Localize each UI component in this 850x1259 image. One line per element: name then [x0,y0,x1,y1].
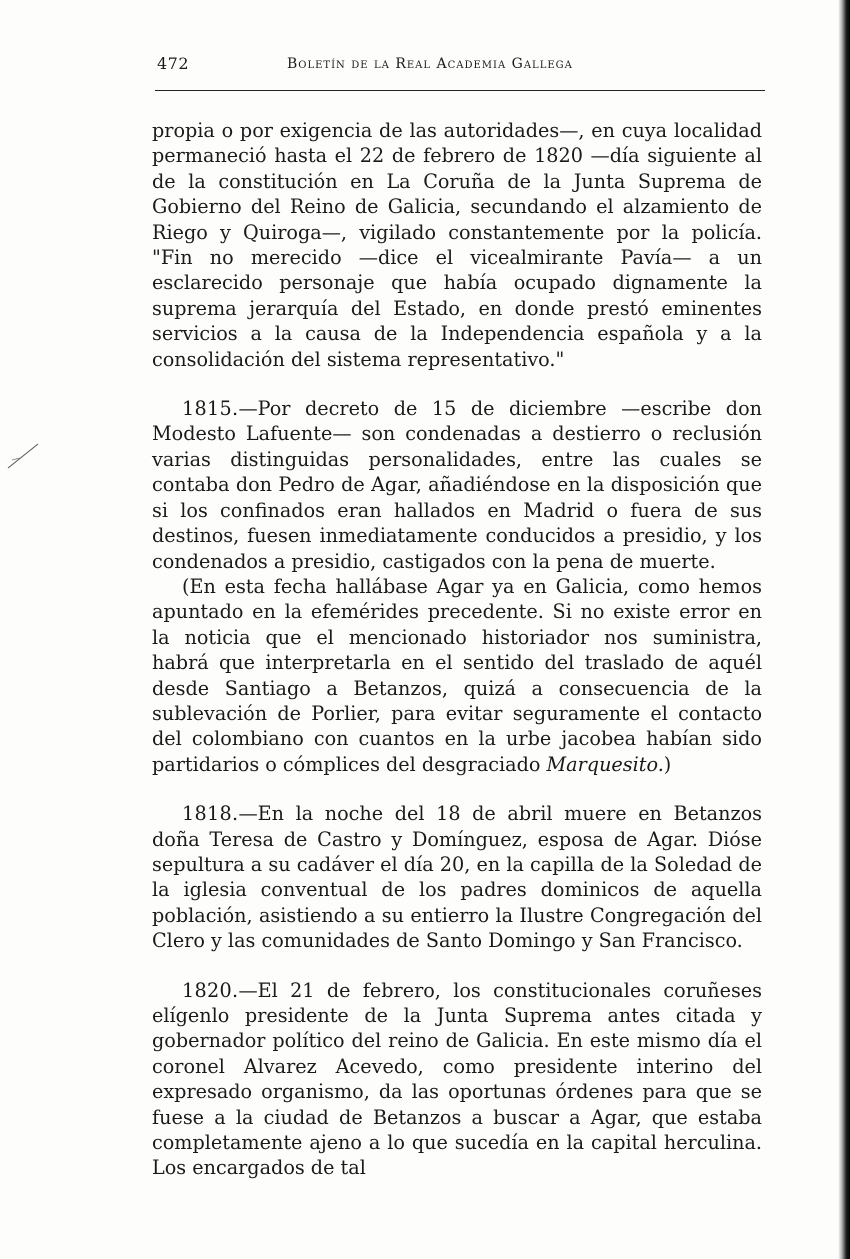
paragraph-text: —Por decreto de 15 de diciembre —escribe don Modesto Lafuente— son condenadas a destierro o reclusión varias distinguidas personalidades, entre las cuales se contaba don Pedro de Agar, añadiéndose en la disposición que si los confinados eran hallados en Madrid o fuera de sus destinos, fuesen inmediatamente conducidos a presidio, y los condenados a presidio, castigados con la pena de muerte. [152,397,762,573]
paragraph-text: (En esta fecha hallábase Agar ya en Galicia, como hemos apuntado en la efemérides precedente. Si no existe error en la noticia que el mencionado historiador nos suministra, habrá que interpretarla en el sentido del traslado de aquél desde Santiago a Betanzos, quizá a consecuencia de la sublevación de Porlier, para evitar seguramente el contacto del colombiano con cuantos en la urbe jacobea habían sido partidarios o cómplices del desgraciado [152,574,762,776]
page-number: 472 [157,54,190,73]
paragraph-text-end: ) [663,752,672,776]
body-text [152,118,762,1181]
page-header [155,50,765,84]
paragraph-year: 1820. [182,978,239,1002]
header-rule [155,90,765,91]
margin-mark [6,440,40,470]
paragraph-1815 [152,396,762,574]
page-binding-edge [838,0,850,1259]
running-title: Boletín de la Real Academia Gallega [287,56,573,72]
paragraph-note [152,574,762,777]
paragraph-continuation [152,118,762,372]
paragraph-1818 [152,801,762,953]
paragraph-text: propia o por exigencia de las autoridades—, en cuya localidad permaneció hasta el 22 de febrero de 1820 —día siguiente al de la constitución en La Coruña de la Junta Suprema de Gobierno del Reino de Galicia, secundando el alzamiento de Riego y Quiroga—, vigilado constantemente por la policía. "Fin no merecido —dice el vicealmirante Pavía— a un esclarecido personaje que había ocupado dignamente la suprema jerarquía del Estado, en donde prestó eminentes servicios a la causa de la Independencia española y a la consolidación del sistema representativo." [152,119,762,371]
paragraph-text: —En la noche del 18 de abril muere en Betanzos doña Teresa de Castro y Domínguez, esposa de Agar. Dióse sepultura a su cadáver el día 20, en la capilla de la Soledad de la iglesia conventual de los padres dominicos de aquella población, asistiendo a su entierro la Ilustre Congregación del Clero y las comunidades de Santo Domingo y San Francisco. [152,802,762,953]
paragraph-1820 [152,978,762,1181]
paragraph-text: —El 21 de febrero, los constitucionales coruñeses elígenlo presidente de la Junta Suprema antes citada y gobernador político del reino de Galicia. En este mismo día el coronel Alvarez Acevedo, como presidente interino del expresado organismo, da las oportunas órdenes para que se fuese a la ciudad de Betanzos a buscar a Agar, que estaba completamente ajeno a lo que sucedía en la capital herculina. Los encargados de tal [152,978,762,1180]
paragraph-year: 1815. [182,397,239,421]
paragraph-year: 1818. [182,802,239,826]
paragraph-italic: Marquesito. [546,752,664,776]
